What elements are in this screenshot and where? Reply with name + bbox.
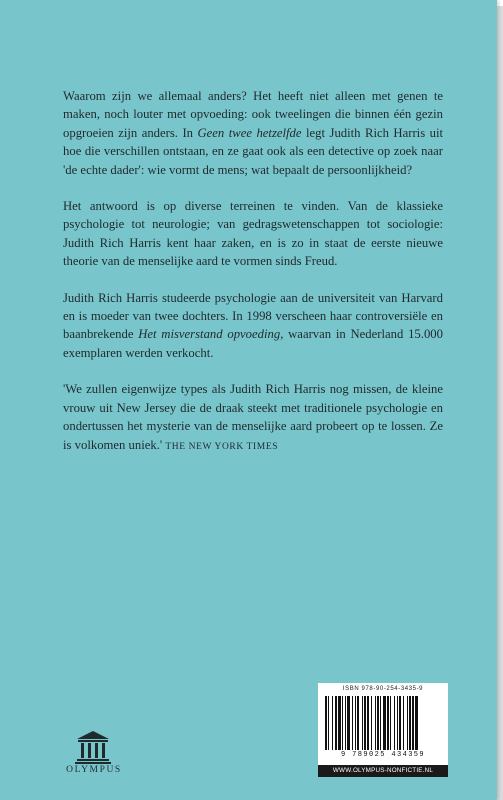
isbn-label: ISBN 978-90-254-3435-9 [342, 686, 424, 692]
review-source: THE NEW YORK TIMES [165, 441, 279, 452]
paragraph-intro [63, 87, 443, 179]
previous-book-title: Het misverstand opvoeding [138, 327, 281, 342]
review-quote: 'We zullen eigenwijze types als Judith Rich Harris nog missen, de kleine vrouw uit New Jersey die de draak steekt met traditionele psychologie en ondertussen het mysterie van de menselijke aard probeert op te lossen. Ze is volkomen uniek.' [63, 382, 443, 452]
publisher-name: OLYMPUS [66, 765, 122, 775]
temple-icon [75, 730, 111, 764]
barcode-icon [324, 696, 442, 750]
intro-text-a: Waarom zijn we allemaal anders? Het heeft niet alleen met genen te maken, noch louter met opvoeding: ook tweelingen die binnen één gezin opgroeien zijn anders. In [63, 89, 443, 140]
intro-text-b: legt Judith Rich Harris uit hoe die verschillen ontstaan, en ze gaat ook als een detective op zoek naar 'de echte dader': wie vormt de mens; wat bepaalt de persoonlijkheid? [63, 125, 443, 177]
book-title-italic: Geen twee hetzelfde [197, 125, 302, 140]
author-text-b: , waarvan in Nederland 15.000 exemplaren werden verkocht. [63, 327, 443, 360]
paragraph-quote [63, 380, 443, 456]
paragraph-answer: Het antwoord is op diverse terreinen te vinden. Van de klassieke psychologie tot neurologie; van gedragswetenschappen tot sociologie: Judith Rich Harris kent haar zaken, en is zo in staat de eerste nieuwe theorie van de menselijke aard te vormen sinds Freud. [63, 199, 443, 269]
paragraph-author [63, 289, 443, 363]
publisher-website: WWW.OLYMPUS-NONFICTIE.NL [318, 765, 448, 777]
author-text-a: Judith Rich Harris studeerde psychologie aan de universiteit van Harvard en is moeder van twee dochters. In 1998 verscheen haar controversiële en baanbrekende [63, 290, 443, 342]
barcode-panel [318, 683, 448, 767]
blurb-text [63, 87, 443, 474]
barcode-digits: 9 789025 434359 [340, 751, 425, 759]
